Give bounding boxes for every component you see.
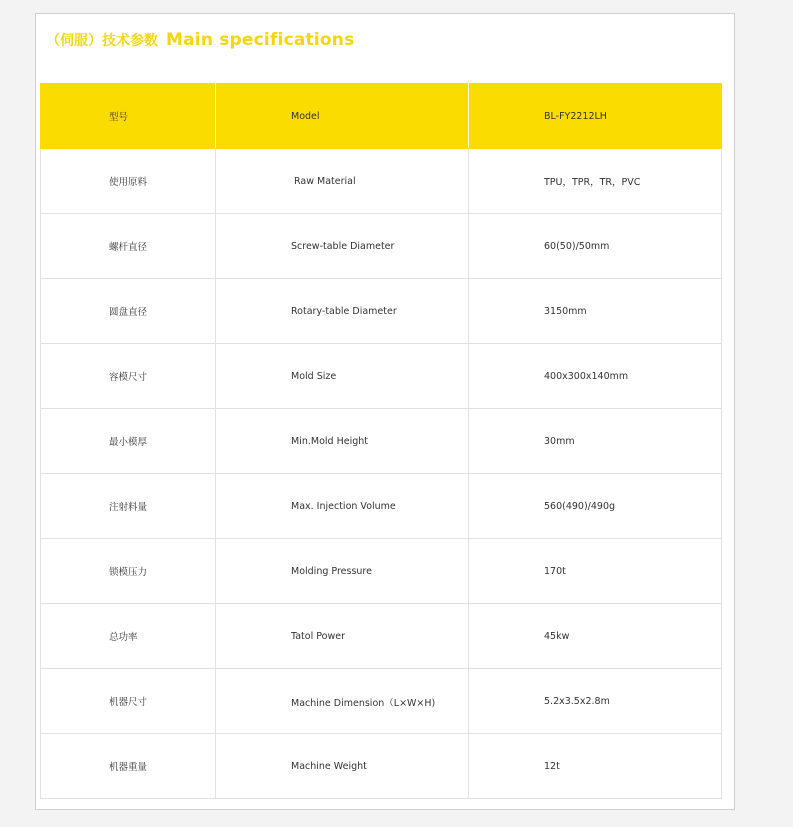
row-label-cn: 使用原料 — [41, 149, 216, 214]
spec-panel — [35, 13, 735, 810]
title-chinese: （伺服）技术参数 — [46, 33, 158, 49]
row-label-en: Machine Weight — [216, 734, 469, 799]
table-row — [41, 409, 722, 474]
table-row — [41, 474, 722, 539]
row-value: 170t — [469, 539, 722, 604]
section-title — [46, 30, 354, 50]
table-row — [41, 149, 722, 214]
row-label-en: Tatol Power — [216, 604, 469, 669]
row-value: 5.2x3.5x2.8m — [469, 669, 722, 734]
title-english: Main specifications — [166, 30, 355, 50]
table-row — [41, 214, 722, 279]
row-label-en: Raw Material — [216, 149, 469, 214]
row-value: 560(490)/490g — [469, 474, 722, 539]
row-label-cn: 锁模压力 — [41, 539, 216, 604]
row-value: TPU，TPR，TR，PVC — [469, 149, 722, 214]
header-cell-cn: 型号 — [41, 84, 216, 149]
header-cell-en: Model — [216, 84, 469, 149]
table-row — [41, 604, 722, 669]
row-label-cn: 总功率 — [41, 604, 216, 669]
row-value: 60(50)/50mm — [469, 214, 722, 279]
row-label-en: Molding Pressure — [216, 539, 469, 604]
row-label-cn: 机器重量 — [41, 734, 216, 799]
row-value: 30mm — [469, 409, 722, 474]
row-value: 3150mm — [469, 279, 722, 344]
row-value: 45kw — [469, 604, 722, 669]
row-label-cn: 最小模厚 — [41, 409, 216, 474]
row-label-cn: 注射料量 — [41, 474, 216, 539]
row-value: 12t — [469, 734, 722, 799]
table-header-row — [41, 84, 722, 149]
row-label-cn: 圆盘直径 — [41, 279, 216, 344]
row-label-cn: 机器尺寸 — [41, 669, 216, 734]
table-row — [41, 344, 722, 409]
row-value: 400x300x140mm — [469, 344, 722, 409]
row-label-en: Rotary-table Diameter — [216, 279, 469, 344]
row-label-en: Min.Mold Height — [216, 409, 469, 474]
table-row — [41, 734, 722, 799]
row-label-en: Screw-table Diameter — [216, 214, 469, 279]
row-label-en: Machine Dimension（L×W×H) — [216, 669, 469, 734]
row-label-en: Mold Size — [216, 344, 469, 409]
row-label-cn: 螺杆直径 — [41, 214, 216, 279]
table-row — [41, 669, 722, 734]
table-row — [41, 539, 722, 604]
spec-table — [40, 83, 722, 799]
row-label-en: Max. Injection Volume — [216, 474, 469, 539]
table-row — [41, 279, 722, 344]
row-label-cn: 容模尺寸 — [41, 344, 216, 409]
header-cell-value: BL-FY2212LH — [469, 84, 722, 149]
